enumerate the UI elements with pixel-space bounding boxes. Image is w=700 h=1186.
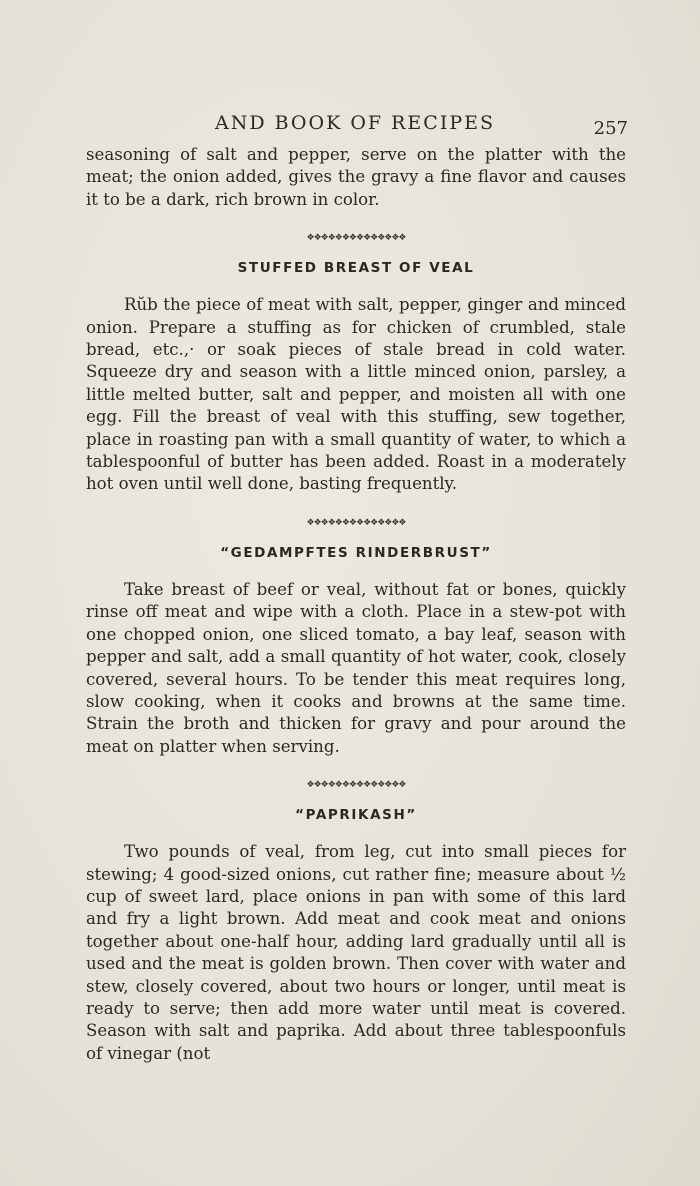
running-header [86,108,626,144]
running-title: AND BOOK OF RECIPES [215,112,496,134]
recipe-paprikash [86,806,626,1065]
intro-paragraph: seasoning of salt and pepper, serve on the platter with the meat; the onion added, gives the gravy a fine flavor and causes it to be a dark, rich brown in color. [86,145,626,209]
page-number: 257 [593,118,628,139]
recipe-heading: STUFFED BREAST OF VEAL [237,260,475,277]
ornament-divider: ❖❖❖❖❖❖❖❖❖❖❖❖❖❖ [306,517,406,528]
ornament-divider: ❖❖❖❖❖❖❖❖❖❖❖❖❖❖ [306,233,406,244]
book-page [86,108,626,1065]
recipe-gedampftes-rinderbrust [86,544,626,758]
recipe-body: Rŭb the piece of meat with salt, pepper, ginger and minced onion. Prepare a stuffing as for chicken of crumbled, stale bread, etc.,· or soak pieces of stale bread in cold water. Squeeze dry and season with a little minced onion, parsley, a little melted butter, salt and pepper, and moisten all with one egg. Fill the breast of veal with this stuffing, sew together, place in roasting pan with a small quantity of water, to which a tablespoonful of butter has been added. Roast in a moderately hot oven until well done, basting frequently. [86,295,626,494]
recipe-body: Two pounds of veal, from leg, cut into small pieces for stewing; 4 good-sized onions, cut rather fine; measure about ½ cup of sweet lard, place onions in pan with some of this lard and fry a light brown. Add meat and cook meat and onions together about one-half hour, adding lard gradually until all is used and the meat is golden brown. Then cover with water and stew, closely covered, about two hours or longer, until meat is ready to serve; then add more water until meat is covered. Season with salt and paprika. Add about three tablespoonfuls of vinegar (not [86,842,626,1063]
recipe-stuffed-breast-of-veal [86,259,626,496]
recipe-body: Take breast of beef or veal, without fat or bones, quickly rinse off meat and wipe with a cloth. Place in a stew-pot with one chopped onion, one sliced tomato, a bay leaf, season with pepper and salt, add a small quantity of hot water, cook, closely covered, several hours. To be tender this meat requires long, slow cooking, when it cooks and browns at the same time. Strain the broth and thicken for gravy and pour around the meat on platter when serving. [86,579,626,756]
ornament-divider: ❖❖❖❖❖❖❖❖❖❖❖❖❖❖ [306,780,406,791]
recipe-heading: “PAPRIKASH” [295,807,417,824]
recipe-heading: “GEDAMPFTES RINDERBRUST” [220,544,492,561]
